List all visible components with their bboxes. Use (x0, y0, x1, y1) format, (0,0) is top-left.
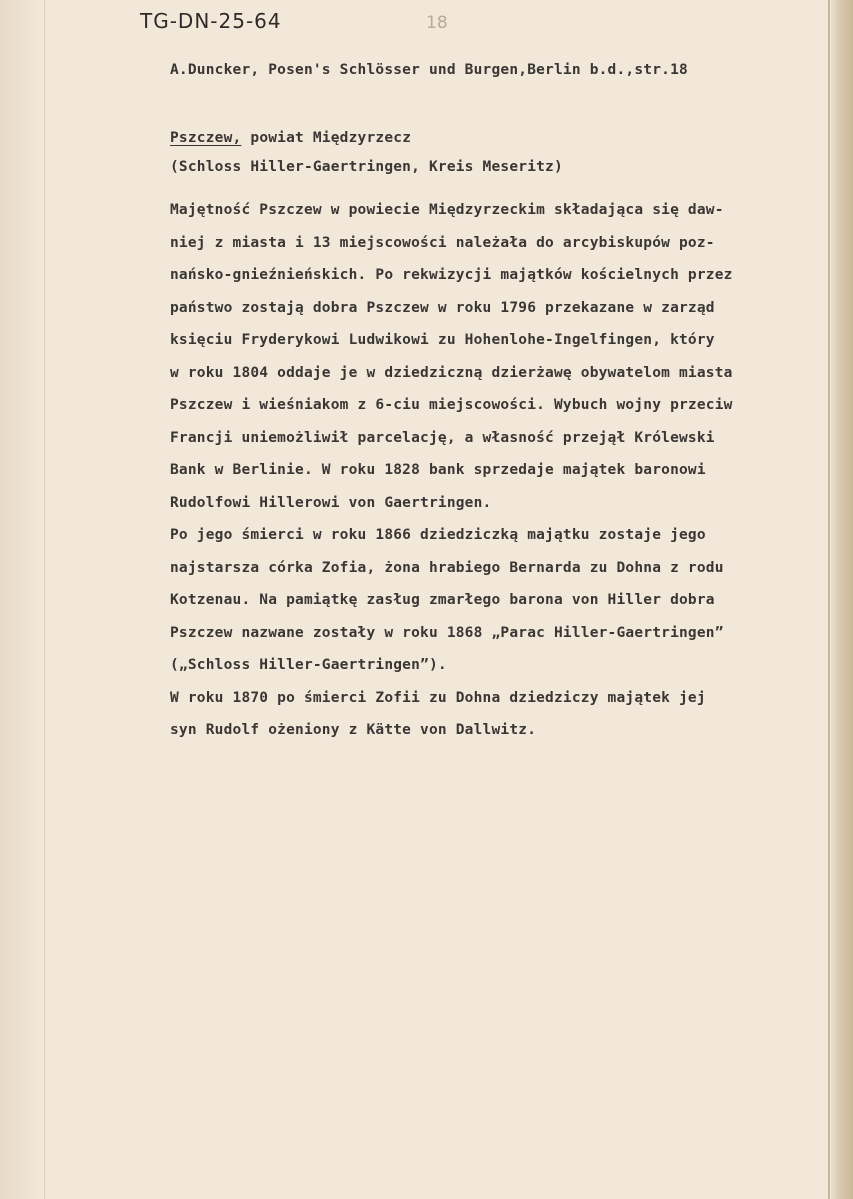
source-citation: A.Duncker, Posen's Schlösser und Burgen,Berlin b.d.,str.18 (170, 62, 688, 78)
text-line: najstarsza córka Zofia, żona hrabiego Bernarda zu Dohna z rodu (170, 559, 724, 576)
archive-signature: TG-DN-25-64 (140, 9, 282, 33)
text-line: Francji uniemożliwił parcelację, a własność przejął Królewski (170, 429, 715, 446)
text-line: Po jego śmierci w roku 1866 dziedziczką majątku zostaje jego (170, 527, 706, 543)
page-fold-shadow (0, 0, 45, 1199)
text-line: Rudolfowi Hillerowi von Gaertringen. (170, 494, 492, 511)
text-line: Pszczew nazwane zostały w roku 1868 „Parac Hiller-Gaertringen” (170, 624, 724, 641)
page-edge-line (828, 0, 830, 1199)
text-line: w roku 1804 oddaje je w dziedziczną dzierżawę obywatelom miasta (170, 364, 733, 381)
place-name: Pszczew, (170, 130, 242, 146)
text-line: Pszczew i wieśniakom z 6-ciu miejscowości. Wybuch wojny przeciw (170, 397, 733, 413)
text-line: syn Rudolf ożeniony z Kätte von Dallwitz. (170, 722, 537, 738)
text-line: nańsko-gnieźnieńskich. Po rekwizycji majątków kościelnych przez (170, 267, 733, 283)
text-line: Kotzenau. Na pamiątkę zasług zmarłego barona von Hiller dobra (170, 592, 715, 608)
text-line: („Schloss Hiller-Gaertringen”). (170, 657, 447, 673)
page-number: 18 (426, 13, 448, 33)
text-line: W roku 1870 po śmierci Zofii zu Dohna dziedziczy majątek jej (170, 689, 706, 706)
place-heading (170, 130, 411, 146)
text-line: niej z miasta i 13 miejscowości należała do arcybiskupów poz- (170, 234, 715, 251)
text-line: Bank w Berlinie. W roku 1828 bank sprzedaje majątek baronowi (170, 462, 706, 478)
german-name-heading: (Schloss Hiller-Gaertringen, Kreis Meseritz) (170, 159, 563, 175)
text-line: księciu Fryderykowi Ludwikowi zu Hohenlohe-Ingelfingen, który (170, 332, 715, 348)
page-edge (831, 0, 853, 1199)
text-line: państwo zostają dobra Pszczew w roku 1796 przekazane w zarząd (170, 299, 715, 316)
text-line: Majętność Pszczew w powiecie Międzyrzeckim składająca się daw- (170, 202, 724, 218)
place-district: powiat Międzyrzecz (241, 130, 412, 146)
document-body (170, 194, 733, 747)
